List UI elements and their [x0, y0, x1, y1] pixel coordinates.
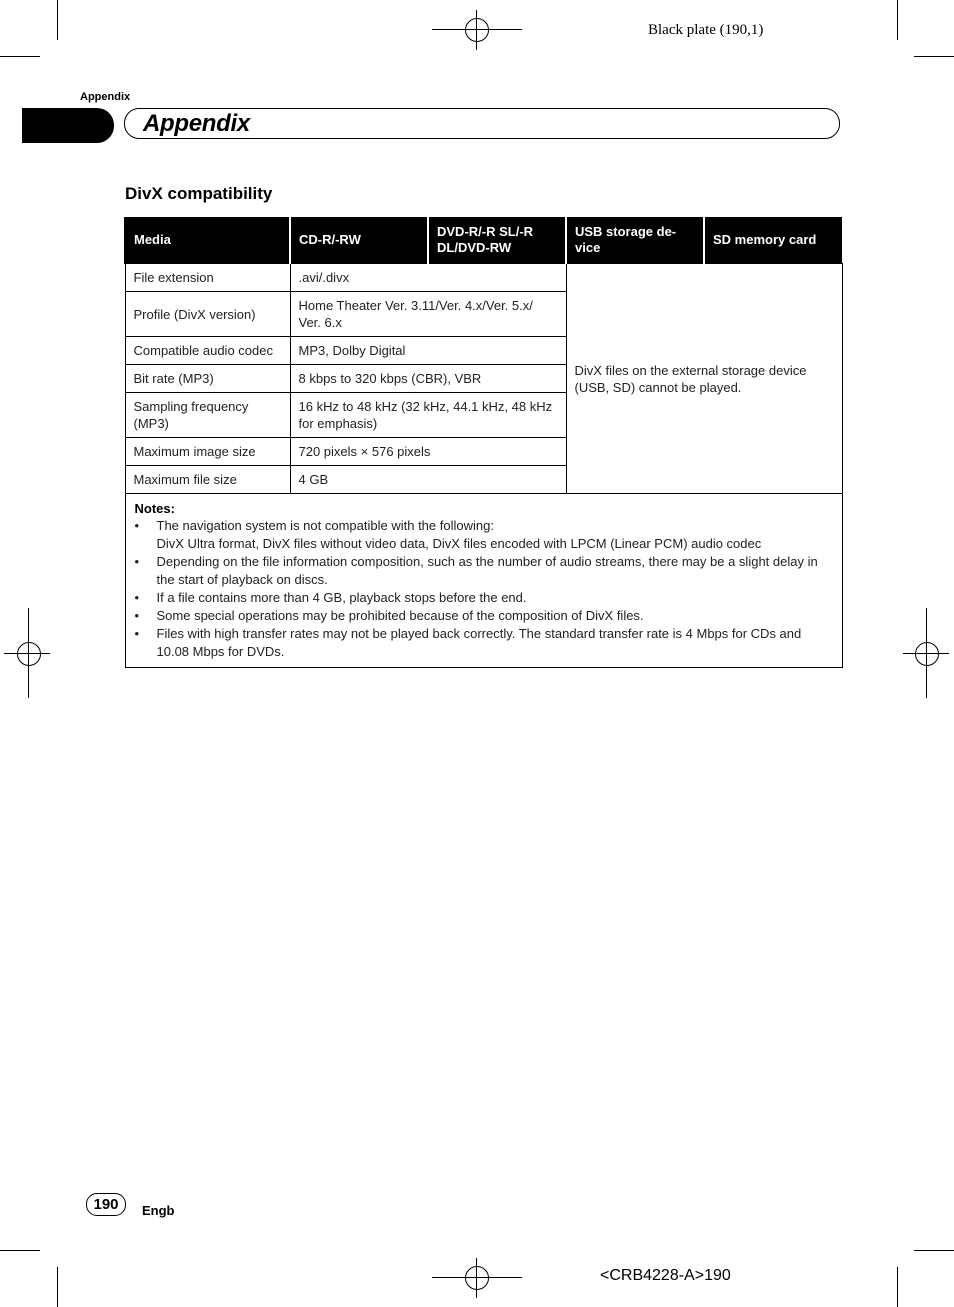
row-value: .avi/.divx — [290, 264, 566, 292]
row-label: File extension — [125, 264, 290, 292]
row-label: Sampling frequency (MP3) — [125, 393, 290, 438]
note-text: DivX Ultra format, DivX files without video data, DivX files encoded with LPCM (Linear PCM) audio codec — [156, 536, 762, 551]
crop-mark — [57, 1267, 58, 1307]
compatibility-table — [124, 217, 843, 668]
section-heading: DivX compatibility — [125, 184, 273, 203]
row-label: Profile (DivX version) — [125, 292, 290, 337]
note-text: The navigation system is not compatible with the following: — [156, 518, 494, 533]
table-row — [125, 264, 842, 292]
note-item: • Files with high transfer rates may not be played back correctly. The standard transfer rate is 4 Mbps for CDs and 10.08 Mbps for DVDs. — [135, 625, 833, 661]
notes-list — [135, 517, 833, 661]
page-number: 190 — [86, 1193, 126, 1216]
row-value: Home Theater Ver. 3.11/Ver. 4.x/Ver. 5.x/ Ver. 6.x — [290, 292, 566, 337]
crop-mark — [897, 1267, 898, 1307]
usb-sd-note: DivX files on the external storage device (USB, SD) cannot be played. — [566, 264, 842, 494]
notes-cell — [125, 494, 842, 668]
registration-circle-icon — [17, 642, 41, 666]
row-value: 720 pixels × 576 pixels — [290, 438, 566, 466]
note-item: • If a file contains more than 4 GB, playback stops before the end. — [135, 589, 833, 607]
row-value: 8 kbps to 320 kbps (CBR), VBR — [290, 365, 566, 393]
column-header: DVD-R/-R SL/-R DL/DVD-RW — [428, 217, 566, 264]
document-code: <CRB4228-A>190 — [600, 1267, 731, 1284]
language-code: Engb — [142, 1203, 175, 1218]
column-header: Media — [125, 217, 290, 264]
notes-row — [125, 494, 842, 668]
page-title: Appendix — [143, 110, 250, 137]
note-item: • Some special operations may be prohibited because of the composition of DivX files. — [135, 607, 833, 625]
plate-label: Black plate (190,1) — [648, 22, 764, 38]
row-label: Compatible audio codec — [125, 337, 290, 365]
crop-mark — [914, 1250, 954, 1251]
note-item: • Depending on the file information composition, such as the number of audio streams, there may be a slight delay in the start of playback on discs. — [135, 553, 833, 589]
running-head: Appendix — [80, 91, 131, 103]
row-label: Maximum image size — [125, 438, 290, 466]
row-value: 16 kHz to 48 kHz (32 kHz, 44.1 kHz, 48 kHz for emphasis) — [290, 393, 566, 438]
crop-mark — [914, 56, 954, 57]
crop-mark — [897, 0, 898, 40]
notes-title: Notes: — [134, 501, 175, 516]
column-header: CD-R/-RW — [290, 217, 428, 264]
crop-mark — [0, 56, 40, 57]
registration-circle-icon — [915, 642, 939, 666]
registration-circle-icon — [465, 1266, 489, 1290]
registration-circle-icon — [465, 18, 489, 42]
column-header: USB storage de-vice — [566, 217, 704, 264]
column-header: SD memory card — [704, 217, 842, 264]
row-label: Maximum file size — [125, 466, 290, 494]
table-header-row — [125, 217, 842, 264]
crop-mark — [0, 1250, 40, 1251]
row-label: Bit rate (MP3) — [125, 365, 290, 393]
crop-mark — [57, 0, 58, 40]
note-item — [135, 517, 833, 553]
row-value: MP3, Dolby Digital — [290, 337, 566, 365]
row-value: 4 GB — [290, 466, 566, 494]
chapter-tab — [22, 108, 114, 143]
